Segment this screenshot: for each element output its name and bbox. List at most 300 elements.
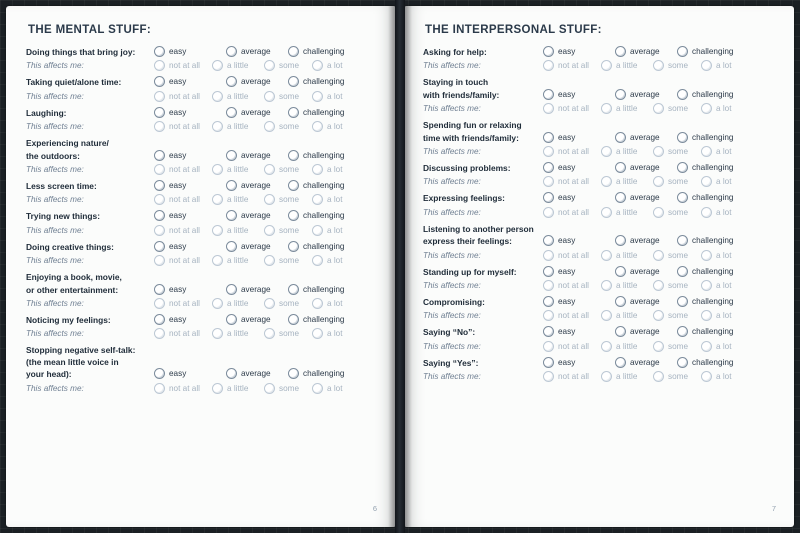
impact-option-not-at-all[interactable] [543, 176, 601, 187]
difficulty-option-average[interactable] [226, 46, 288, 57]
difficulty-option-challenging[interactable] [288, 46, 368, 57]
impact-option-a-lot[interactable] [312, 164, 356, 175]
radio-bubble-icon[interactable] [288, 46, 299, 57]
impact-option-a-little[interactable] [601, 103, 653, 114]
option-label: some [279, 299, 300, 309]
difficulty-option-challenging[interactable] [288, 76, 368, 87]
radio-bubble-icon[interactable] [543, 162, 554, 173]
radio-bubble-icon[interactable] [154, 46, 165, 57]
radio-bubble-icon[interactable] [615, 266, 626, 277]
radio-bubble-icon[interactable] [677, 266, 688, 277]
difficulty-option-average[interactable] [615, 162, 677, 173]
radio-bubble-icon[interactable] [701, 146, 712, 157]
radio-bubble-icon[interactable] [154, 241, 165, 252]
radio-bubble-icon[interactable] [154, 150, 165, 161]
impact-option-some[interactable] [264, 298, 312, 309]
difficulty-option-challenging[interactable] [288, 150, 368, 161]
radio-bubble-icon[interactable] [312, 328, 323, 339]
difficulty-option-challenging[interactable] [677, 192, 757, 203]
radio-bubble-icon[interactable] [601, 146, 612, 157]
question-label: time with friends/family: [423, 132, 519, 143]
difficulty-option-average[interactable] [226, 241, 288, 252]
radio-bubble-icon[interactable] [288, 76, 299, 87]
difficulty-option-average[interactable] [615, 266, 677, 277]
difficulty-option-average[interactable] [226, 76, 288, 87]
difficulty-option-challenging[interactable] [288, 241, 368, 252]
question-label: Discussing problems: [423, 163, 511, 174]
impact-option-a-lot[interactable] [701, 176, 745, 187]
radio-bubble-icon[interactable] [677, 296, 688, 307]
radio-bubble-icon[interactable] [264, 91, 275, 102]
radio-bubble-icon[interactable] [288, 180, 299, 191]
radio-bubble-icon[interactable] [288, 314, 299, 325]
radio-bubble-icon[interactable] [212, 298, 223, 309]
radio-bubble-icon[interactable] [601, 310, 612, 321]
radio-bubble-icon[interactable] [154, 383, 165, 394]
radio-bubble-icon[interactable] [653, 250, 664, 261]
radio-bubble-icon[interactable] [653, 371, 664, 382]
radio-bubble-icon[interactable] [543, 310, 554, 321]
difficulty-option-average[interactable] [226, 107, 288, 118]
option-label: easy [169, 284, 187, 294]
radio-bubble-icon[interactable] [543, 266, 554, 277]
difficulty-option-challenging[interactable] [677, 296, 757, 307]
radio-bubble-icon[interactable] [264, 328, 275, 339]
radio-bubble-icon[interactable] [543, 146, 554, 157]
radio-bubble-icon[interactable] [154, 255, 165, 266]
impact-option-not-at-all[interactable] [543, 280, 601, 291]
radio-bubble-icon[interactable] [543, 46, 554, 57]
difficulty-options [154, 46, 379, 57]
impact-option-a-little[interactable] [212, 194, 264, 205]
question-row [26, 46, 379, 58]
radio-bubble-icon[interactable] [312, 60, 323, 71]
impact-option-a-little[interactable] [601, 176, 653, 187]
radio-bubble-icon[interactable] [288, 241, 299, 252]
radio-bubble-icon[interactable] [677, 46, 688, 57]
impact-option-not-at-all[interactable] [543, 310, 601, 321]
difficulty-option-easy[interactable] [543, 296, 615, 307]
impact-option-not-at-all[interactable] [543, 207, 601, 218]
impact-option-a-little[interactable] [212, 225, 264, 236]
radio-bubble-icon[interactable] [154, 328, 165, 339]
radio-bubble-icon[interactable] [543, 176, 554, 187]
radio-bubble-icon[interactable] [226, 210, 237, 221]
question-block [423, 266, 776, 291]
radio-bubble-icon[interactable] [288, 150, 299, 161]
radio-bubble-icon[interactable] [615, 89, 626, 100]
radio-bubble-icon[interactable] [264, 298, 275, 309]
difficulty-option-challenging[interactable] [288, 180, 368, 191]
impact-option-a-lot[interactable] [312, 121, 356, 132]
radio-bubble-icon[interactable] [601, 60, 612, 71]
impact-option-a-lot[interactable] [312, 255, 356, 266]
radio-bubble-icon[interactable] [212, 91, 223, 102]
radio-bubble-icon[interactable] [288, 210, 299, 221]
affects-me-label: This affects me: [423, 311, 481, 321]
radio-bubble-icon[interactable] [543, 132, 554, 143]
impact-option-not-at-all[interactable] [154, 383, 212, 394]
impact-option-a-lot[interactable] [312, 194, 356, 205]
radio-bubble-icon[interactable] [653, 207, 664, 218]
impact-option-not-at-all[interactable] [154, 225, 212, 236]
impact-option-not-at-all[interactable] [543, 341, 601, 352]
radio-bubble-icon[interactable] [212, 164, 223, 175]
impact-option-some[interactable] [653, 176, 701, 187]
radio-bubble-icon[interactable] [677, 235, 688, 246]
difficulty-option-challenging[interactable] [288, 210, 368, 221]
impact-option-a-little[interactable] [212, 255, 264, 266]
impact-option-some[interactable] [653, 146, 701, 157]
difficulty-option-average[interactable] [615, 192, 677, 203]
radio-bubble-icon[interactable] [154, 164, 165, 175]
difficulty-option-average[interactable] [226, 284, 288, 295]
impact-option-a-little[interactable] [212, 60, 264, 71]
option-label: a little [616, 104, 638, 114]
radio-bubble-icon[interactable] [653, 103, 664, 114]
radio-bubble-icon[interactable] [312, 298, 323, 309]
impact-option-not-at-all[interactable] [543, 250, 601, 261]
impact-option-a-little[interactable] [601, 310, 653, 321]
impact-option-not-at-all[interactable] [154, 164, 212, 175]
radio-bubble-icon[interactable] [677, 162, 688, 173]
radio-bubble-icon[interactable] [653, 146, 664, 157]
impact-option-some[interactable] [264, 383, 312, 394]
impact-option-not-at-all[interactable] [543, 103, 601, 114]
radio-bubble-icon[interactable] [264, 225, 275, 236]
radio-bubble-icon[interactable] [701, 207, 712, 218]
radio-bubble-icon[interactable] [653, 176, 664, 187]
radio-bubble-icon[interactable] [154, 180, 165, 191]
radio-bubble-icon[interactable] [543, 341, 554, 352]
radio-bubble-icon[interactable] [312, 225, 323, 236]
radio-bubble-icon[interactable] [615, 235, 626, 246]
difficulty-option-average[interactable] [226, 150, 288, 161]
difficulty-option-average[interactable] [226, 180, 288, 191]
radio-bubble-icon[interactable] [543, 103, 554, 114]
option-label: average [241, 150, 271, 160]
radio-bubble-icon[interactable] [543, 207, 554, 218]
impact-option-a-little[interactable] [601, 371, 653, 382]
impact-option-not-at-all[interactable] [154, 298, 212, 309]
option-label: a little [227, 383, 249, 393]
difficulty-option-easy[interactable] [154, 210, 226, 221]
impact-option-a-little[interactable] [601, 341, 653, 352]
difficulty-option-easy[interactable] [154, 180, 226, 191]
radio-bubble-icon[interactable] [543, 371, 554, 382]
difficulty-option-easy[interactable] [543, 132, 615, 143]
difficulty-option-average[interactable] [615, 46, 677, 57]
impact-option-a-lot[interactable] [701, 341, 745, 352]
impact-option-some[interactable] [264, 121, 312, 132]
radio-bubble-icon[interactable] [154, 121, 165, 132]
radio-bubble-icon[interactable] [226, 314, 237, 325]
difficulty-option-challenging[interactable] [677, 357, 757, 368]
difficulty-option-challenging[interactable] [677, 326, 757, 337]
radio-bubble-icon[interactable] [701, 250, 712, 261]
difficulty-option-challenging[interactable] [677, 266, 757, 277]
impact-option-some[interactable] [264, 164, 312, 175]
radio-bubble-icon[interactable] [226, 76, 237, 87]
radio-bubble-icon[interactable] [601, 207, 612, 218]
radio-bubble-icon[interactable] [312, 194, 323, 205]
impact-option-a-lot[interactable] [312, 91, 356, 102]
radio-bubble-icon[interactable] [677, 357, 688, 368]
impact-option-a-little[interactable] [212, 91, 264, 102]
impact-option-a-lot[interactable] [701, 103, 745, 114]
difficulty-options [543, 89, 776, 100]
difficulty-option-easy[interactable] [543, 46, 615, 57]
difficulty-option-easy[interactable] [543, 266, 615, 277]
difficulty-option-easy[interactable] [154, 284, 226, 295]
radio-bubble-icon[interactable] [226, 150, 237, 161]
impact-option-a-lot[interactable] [701, 280, 745, 291]
radio-bubble-icon[interactable] [615, 192, 626, 203]
radio-bubble-icon[interactable] [601, 280, 612, 291]
impact-option-a-lot[interactable] [701, 146, 745, 157]
difficulty-option-challenging[interactable] [288, 368, 368, 379]
difficulty-option-average[interactable] [615, 296, 677, 307]
difficulty-option-easy[interactable] [543, 89, 615, 100]
impact-option-not-at-all[interactable] [154, 121, 212, 132]
option-label: not at all [169, 225, 200, 235]
radio-bubble-icon[interactable] [154, 91, 165, 102]
radio-bubble-icon[interactable] [543, 280, 554, 291]
difficulty-option-easy[interactable] [543, 192, 615, 203]
radio-bubble-icon[interactable] [701, 280, 712, 291]
radio-bubble-icon[interactable] [212, 60, 223, 71]
impact-option-a-lot[interactable] [312, 383, 356, 394]
radio-bubble-icon[interactable] [701, 341, 712, 352]
impact-option-a-lot[interactable] [701, 250, 745, 261]
question-label: Spending fun or relaxing [423, 120, 522, 131]
radio-bubble-icon[interactable] [226, 180, 237, 191]
radio-bubble-icon[interactable] [615, 46, 626, 57]
difficulty-option-average[interactable] [226, 368, 288, 379]
radio-bubble-icon[interactable] [154, 298, 165, 309]
difficulty-option-average[interactable] [226, 314, 288, 325]
impact-option-a-lot[interactable] [701, 60, 745, 71]
radio-bubble-icon[interactable] [677, 132, 688, 143]
difficulty-option-average[interactable] [226, 210, 288, 221]
radio-bubble-icon[interactable] [154, 107, 165, 118]
radio-bubble-icon[interactable] [601, 250, 612, 261]
radio-bubble-icon[interactable] [288, 107, 299, 118]
impact-option-a-lot[interactable] [312, 328, 356, 339]
impact-option-not-at-all[interactable] [543, 146, 601, 157]
radio-bubble-icon[interactable] [543, 235, 554, 246]
radio-bubble-icon[interactable] [701, 176, 712, 187]
radio-bubble-icon[interactable] [154, 314, 165, 325]
radio-bubble-icon[interactable] [288, 368, 299, 379]
impact-option-some[interactable] [653, 250, 701, 261]
impact-option-some[interactable] [264, 91, 312, 102]
radio-bubble-icon[interactable] [615, 326, 626, 337]
difficulty-option-challenging[interactable] [677, 89, 757, 100]
radio-bubble-icon[interactable] [264, 164, 275, 175]
radio-bubble-icon[interactable] [677, 192, 688, 203]
radio-bubble-icon[interactable] [701, 103, 712, 114]
radio-bubble-icon[interactable] [543, 326, 554, 337]
difficulty-option-challenging[interactable] [288, 107, 368, 118]
radio-bubble-icon[interactable] [653, 60, 664, 71]
difficulty-option-challenging[interactable] [677, 46, 757, 57]
impact-option-some[interactable] [653, 60, 701, 71]
impact-option-a-little[interactable] [212, 121, 264, 132]
radio-bubble-icon[interactable] [264, 383, 275, 394]
radio-bubble-icon[interactable] [212, 225, 223, 236]
impact-option-some[interactable] [264, 328, 312, 339]
difficulty-option-easy[interactable] [543, 235, 615, 246]
radio-bubble-icon[interactable] [543, 296, 554, 307]
radio-bubble-icon[interactable] [543, 60, 554, 71]
impact-option-a-lot[interactable] [312, 60, 356, 71]
impact-option-a-lot[interactable] [312, 225, 356, 236]
impact-option-some[interactable] [653, 341, 701, 352]
impact-option-a-lot[interactable] [701, 207, 745, 218]
radio-bubble-icon[interactable] [312, 164, 323, 175]
radio-bubble-icon[interactable] [154, 368, 165, 379]
difficulty-option-easy[interactable] [154, 150, 226, 161]
radio-bubble-icon[interactable] [677, 89, 688, 100]
radio-bubble-icon[interactable] [226, 368, 237, 379]
impact-option-a-little[interactable] [601, 60, 653, 71]
difficulty-option-average[interactable] [615, 132, 677, 143]
radio-bubble-icon[interactable] [615, 132, 626, 143]
difficulty-option-average[interactable] [615, 357, 677, 368]
difficulty-option-challenging[interactable] [677, 235, 757, 246]
radio-bubble-icon[interactable] [543, 357, 554, 368]
radio-bubble-icon[interactable] [212, 194, 223, 205]
impact-option-some[interactable] [653, 103, 701, 114]
impact-option-not-at-all[interactable] [543, 371, 601, 382]
impact-option-a-lot[interactable] [312, 298, 356, 309]
radio-bubble-icon[interactable] [154, 194, 165, 205]
impact-option-a-lot[interactable] [701, 371, 745, 382]
radio-bubble-icon[interactable] [543, 250, 554, 261]
radio-bubble-icon[interactable] [226, 284, 237, 295]
option-label: challenging [692, 297, 734, 307]
difficulty-option-easy[interactable] [543, 326, 615, 337]
impact-option-not-at-all[interactable] [154, 91, 212, 102]
difficulty-option-easy[interactable] [154, 314, 226, 325]
radio-bubble-icon[interactable] [212, 255, 223, 266]
radio-bubble-icon[interactable] [312, 383, 323, 394]
radio-bubble-icon[interactable] [312, 255, 323, 266]
impact-option-some[interactable] [264, 225, 312, 236]
impact-option-not-at-all[interactable] [543, 60, 601, 71]
impact-option-some[interactable] [264, 194, 312, 205]
radio-bubble-icon[interactable] [653, 280, 664, 291]
radio-bubble-icon[interactable] [312, 121, 323, 132]
radio-bubble-icon[interactable] [212, 383, 223, 394]
radio-bubble-icon[interactable] [653, 341, 664, 352]
impact-option-a-little[interactable] [212, 383, 264, 394]
radio-bubble-icon[interactable] [264, 194, 275, 205]
radio-bubble-icon[interactable] [653, 310, 664, 321]
difficulty-option-easy[interactable] [154, 76, 226, 87]
impact-option-not-at-all[interactable] [154, 255, 212, 266]
radio-bubble-icon[interactable] [154, 284, 165, 295]
impact-option-some[interactable] [653, 371, 701, 382]
impact-option-a-little[interactable] [601, 207, 653, 218]
impact-option-a-little[interactable] [601, 250, 653, 261]
radio-bubble-icon[interactable] [154, 210, 165, 221]
impact-option-some[interactable] [653, 280, 701, 291]
difficulty-options [543, 326, 776, 337]
impact-option-not-at-all[interactable] [154, 194, 212, 205]
radio-bubble-icon[interactable] [154, 60, 165, 71]
difficulty-option-challenging[interactable] [288, 284, 368, 295]
option-label: easy [558, 327, 576, 337]
radio-bubble-icon[interactable] [601, 176, 612, 187]
radio-bubble-icon[interactable] [212, 328, 223, 339]
difficulty-option-easy[interactable] [543, 162, 615, 173]
difficulty-option-average[interactable] [615, 89, 677, 100]
radio-bubble-icon[interactable] [601, 341, 612, 352]
radio-bubble-icon[interactable] [543, 192, 554, 203]
radio-bubble-icon[interactable] [601, 371, 612, 382]
radio-bubble-icon[interactable] [312, 91, 323, 102]
radio-bubble-icon[interactable] [543, 89, 554, 100]
impact-option-some[interactable] [264, 60, 312, 71]
impact-option-not-at-all[interactable] [154, 60, 212, 71]
radio-bubble-icon[interactable] [226, 107, 237, 118]
radio-bubble-icon[interactable] [154, 76, 165, 87]
radio-bubble-icon[interactable] [677, 326, 688, 337]
impact-option-a-little[interactable] [601, 280, 653, 291]
radio-bubble-icon[interactable] [154, 225, 165, 236]
radio-bubble-icon[interactable] [701, 310, 712, 321]
radio-bubble-icon[interactable] [701, 371, 712, 382]
radio-bubble-icon[interactable] [615, 296, 626, 307]
difficulty-option-challenging[interactable] [288, 314, 368, 325]
radio-bubble-icon[interactable] [264, 60, 275, 71]
impact-option-a-little[interactable] [212, 328, 264, 339]
radio-bubble-icon[interactable] [615, 162, 626, 173]
impact-option-a-little[interactable] [601, 146, 653, 157]
radio-bubble-icon[interactable] [288, 284, 299, 295]
difficulty-option-average[interactable] [615, 235, 677, 246]
radio-bubble-icon[interactable] [226, 46, 237, 57]
impact-option-some[interactable] [653, 207, 701, 218]
impact-option-a-lot[interactable] [701, 310, 745, 321]
radio-bubble-icon[interactable] [226, 241, 237, 252]
radio-bubble-icon[interactable] [601, 103, 612, 114]
radio-bubble-icon[interactable] [212, 121, 223, 132]
difficulty-option-challenging[interactable] [677, 162, 757, 173]
option-label: not at all [558, 341, 589, 351]
radio-bubble-icon[interactable] [615, 357, 626, 368]
difficulty-option-average[interactable] [615, 326, 677, 337]
radio-bubble-icon[interactable] [264, 121, 275, 132]
impact-option-some[interactable] [653, 310, 701, 321]
impact-option-not-at-all[interactable] [154, 328, 212, 339]
difficulty-option-easy[interactable] [543, 357, 615, 368]
option-label: average [241, 369, 271, 379]
difficulty-option-easy[interactable] [154, 241, 226, 252]
radio-bubble-icon[interactable] [701, 60, 712, 71]
option-label: some [668, 341, 689, 351]
radio-bubble-icon[interactable] [264, 255, 275, 266]
difficulty-option-easy[interactable] [154, 46, 226, 57]
impact-option-a-little[interactable] [212, 298, 264, 309]
impact-option-some[interactable] [264, 255, 312, 266]
difficulty-option-challenging[interactable] [677, 132, 757, 143]
difficulty-option-easy[interactable] [154, 107, 226, 118]
impact-option-a-little[interactable] [212, 164, 264, 175]
difficulty-option-easy[interactable] [154, 368, 226, 379]
